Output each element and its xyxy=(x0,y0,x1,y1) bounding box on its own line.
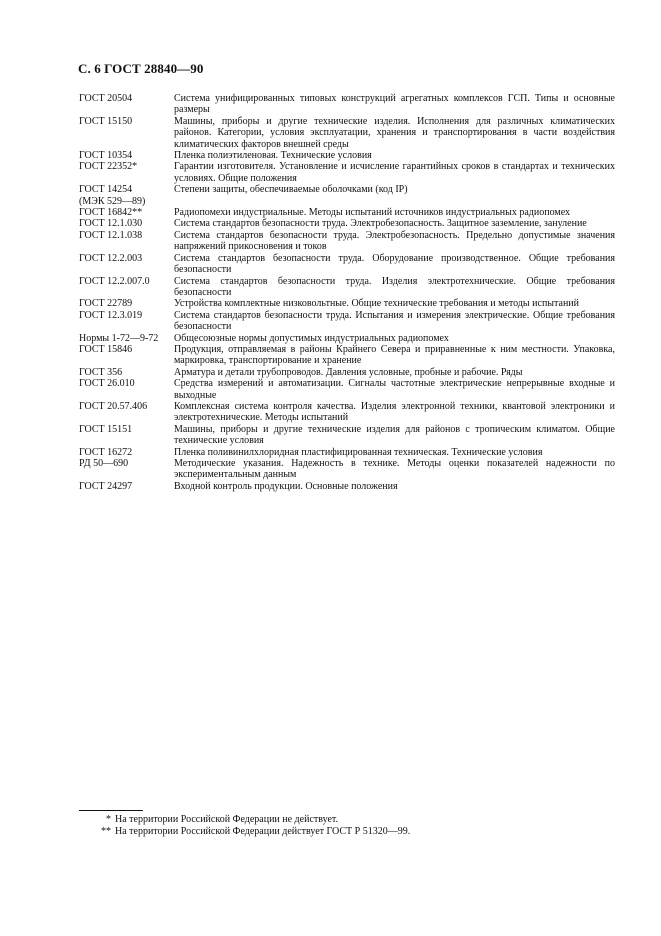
reference-row xyxy=(79,447,615,458)
reference-row xyxy=(79,93,615,116)
reference-row xyxy=(79,253,615,276)
reference-code: ГОСТ 356 xyxy=(79,366,123,378)
reference-code: ГОСТ 20.57.406 xyxy=(79,400,148,412)
reference-row xyxy=(79,230,615,253)
reference-row xyxy=(79,424,615,447)
reference-code: ГОСТ 12.1.030 xyxy=(79,218,143,230)
footnotes xyxy=(79,814,599,838)
reference-title: Комплексная система контроля качества. Изделия электронной техники, квантовой электроники и электротехнические. Методы испытаний xyxy=(174,400,615,424)
reference-title: Входной контроль продукции. Основные положения xyxy=(174,480,398,492)
footnote xyxy=(79,814,599,826)
reference-title: Радиопомехи индустриальные. Методы испытаний источников индустриальных радиопомех xyxy=(174,207,571,219)
reference-title: Система унифицированных типовых конструкций агрегатных комплексов ГСП. Типы и основные размеры xyxy=(174,93,615,116)
reference-row xyxy=(79,401,615,424)
footnote-text: На территории Российской Федерации не действует. xyxy=(115,814,339,825)
reference-code: Нормы 1-72—9-72 xyxy=(79,332,159,344)
reference-row xyxy=(79,481,615,492)
reference-row xyxy=(79,207,615,218)
footnote-text: На территории Российской Федерации действует ГОСТ Р 51320—99. xyxy=(115,826,411,837)
reference-title: Устройства комплектные низковольтные. Общие технические требования и методы испытаний xyxy=(174,298,579,310)
reference-row xyxy=(79,458,615,481)
reference-title: Система стандартов безопасности труда. Электробезопасность. Защитное заземление, зануление xyxy=(174,218,587,230)
reference-code: ГОСТ 12.2.003 xyxy=(79,252,143,264)
reference-code: ГОСТ 15150 xyxy=(79,115,133,127)
reference-code: ГОСТ 24297 xyxy=(79,480,133,492)
reference-title: Машины, приборы и другие технические изделия. Исполнения для различных климатических районов. Категории, условия эксплуатации, хранения и транспортирования в части воздействия климатических факторов внешней среды xyxy=(174,115,615,150)
reference-title: Продукция, отправляемая в районы Крайнего Севера и приравненные к ним местности. Упаковка, маркировка, транспортирование и хранение xyxy=(174,343,615,367)
reference-row xyxy=(79,161,615,184)
reference-title: Система стандартов безопасности труда. Оборудование производственное. Общие требования безопасности xyxy=(174,252,615,276)
reference-title: Система стандартов безопасности труда. Изделия электротехнические. Общие требования безопасности xyxy=(174,275,615,298)
reference-row xyxy=(79,184,615,207)
reference-title: Методические указания. Надежность в технике. Методы оценки показателей надежности по экспериментальным данным xyxy=(174,458,615,481)
reference-code: ГОСТ 12.2.007.0 xyxy=(79,275,150,287)
reference-row xyxy=(79,150,615,161)
footnote xyxy=(79,826,599,838)
reference-code: ГОСТ 16272 xyxy=(79,446,133,458)
reference-row xyxy=(79,298,615,309)
reference-title: Система стандартов безопасности труда. Электробезопасность. Предельно допустимые значения напряжений прикосновения и токов xyxy=(174,229,615,253)
reference-title: Арматура и детали трубопроводов. Давления условные, пробные и рабочие. Ряды xyxy=(174,366,523,378)
reference-code: ГОСТ 12.3.019 xyxy=(79,309,143,321)
reference-list xyxy=(79,93,615,492)
reference-title: Гарантии изготовителя. Установление и исчисление гарантийных сроков в стандартах и технических условиях. Общие положения xyxy=(174,161,615,184)
footnote-mark: * xyxy=(106,814,111,825)
reference-row xyxy=(79,378,615,401)
reference-code: ГОСТ 22789 xyxy=(79,298,133,310)
footnote-divider xyxy=(79,810,143,811)
reference-title: Средства измерений и автоматизации. Сигналы частотные электрические непрерывные входные и выходные xyxy=(174,378,615,401)
reference-row xyxy=(79,276,615,299)
page-header: С. 6 ГОСТ 28840—90 xyxy=(78,61,204,76)
footnote-mark: ** xyxy=(101,826,111,837)
reference-code: ГОСТ 10354 xyxy=(79,150,133,162)
reference-title: Машины, приборы и другие технические изделия для районов с тропическим климатом. Общие технические условия xyxy=(174,423,615,447)
reference-title: Общесоюзные нормы допустимых индустриальных радиопомех xyxy=(174,332,449,344)
reference-row xyxy=(79,310,615,333)
reference-code: ГОСТ 20504 xyxy=(79,93,133,104)
reference-code: ГОСТ 15846 xyxy=(79,343,133,355)
reference-row xyxy=(79,218,615,229)
reference-code: ГОСТ 22352* xyxy=(79,161,138,173)
reference-row xyxy=(79,367,615,378)
reference-code: ГОСТ 26.010 xyxy=(79,378,135,390)
reference-code: РД 50—690 xyxy=(79,458,129,469)
reference-row xyxy=(79,333,615,344)
reference-title: Система стандартов безопасности труда. Испытания и измерения электрические. Общие требования безопасности xyxy=(174,309,615,333)
reference-code: ГОСТ 12.1.038 xyxy=(79,229,143,241)
reference-title: Пленка полиэтиленовая. Технические условия xyxy=(174,150,372,162)
reference-title: Пленка поливинилхлоридная пластифицированная техническая. Технические условия xyxy=(174,446,543,458)
reference-title: Степени защиты, обеспечиваемые оболочками (код IP) xyxy=(174,184,408,196)
reference-row xyxy=(79,344,615,367)
reference-row xyxy=(79,116,615,150)
reference-code: ГОСТ 15151 xyxy=(79,423,133,435)
reference-code: ГОСТ 14254 (МЭК 529—89) xyxy=(79,184,146,207)
reference-code: ГОСТ 16842** xyxy=(79,207,143,219)
